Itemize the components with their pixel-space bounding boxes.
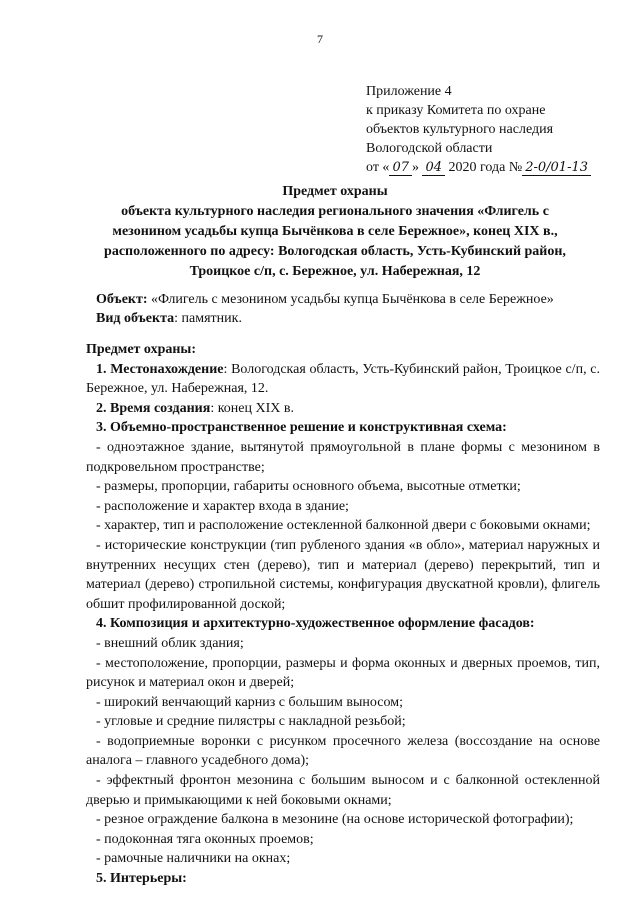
annex-line: Приложение 4 xyxy=(366,84,452,99)
annex-line: объектов культурного наследия xyxy=(366,122,554,137)
section-3-item: - размеры, пропорции, габариты основного объема, высотные отметки; xyxy=(96,479,521,495)
title-line: Предмет охраны xyxy=(282,184,388,199)
title-line: мезонином усадьбы купца Бычёнкова в селе Бережное», конец XIX в., xyxy=(112,224,558,239)
section-4-item: - рамочные наличники на окнах; xyxy=(96,851,291,867)
section-1-label: 1. Местонахождение xyxy=(96,361,224,377)
section-4-item: - угловые и средние пилястры с накладной резьбой; xyxy=(96,714,406,730)
section-3-heading: 3. Объемно-пространственное решение и конструктивная схема: xyxy=(96,420,507,436)
handwritten-month: 04 xyxy=(422,160,445,176)
section-4-item: - внешний облик здания; xyxy=(96,635,244,651)
date-mid: » xyxy=(411,160,419,175)
annex-line: к приказу Комитета по охране xyxy=(366,103,546,118)
handwritten-order-number: 2-0/01-13 xyxy=(522,160,591,176)
section-1 xyxy=(86,360,600,399)
document-title xyxy=(70,182,600,282)
annex-line: Вологодской области xyxy=(366,141,493,156)
page-number: 7 xyxy=(317,32,323,46)
object-type-line xyxy=(96,309,616,328)
date-prefix: от « xyxy=(366,160,390,175)
section-3-item: - характер, тип и расположение остекленной балконной двери с боковыми окнами; xyxy=(96,518,591,534)
handwritten-day: 07 xyxy=(389,160,412,176)
section-4-heading: 4. Композиция и архитектурно-художественное оформление фасадов: xyxy=(96,616,535,632)
annex-date-line xyxy=(366,158,636,177)
section-4-item: - водоприемные воронки с рисунком просечного железа (воссоздание на основе аналога – главного усадебного дома); xyxy=(86,733,600,769)
year-text: 2020 года № xyxy=(448,160,523,175)
section-2-text: : конец XIX в. xyxy=(210,400,294,416)
object-value: «Флигель с мезонином усадьбы купца Бычёнкова в селе Бережное» xyxy=(147,292,554,307)
object-block xyxy=(96,290,616,328)
title-line: Троицкое с/п, с. Бережное, ул. Набережная, 12 xyxy=(189,264,481,279)
annex-block xyxy=(366,82,636,177)
section-1-text: : Вологодская область, Усть-Кубинский район, Троицкое с/п, с. Бережное, ул. Набережная, 12. xyxy=(86,361,600,397)
object-label: Объект: xyxy=(96,292,148,307)
section-3-item: - расположение и характер входа в здание; xyxy=(96,498,349,514)
section-3-item: - исторические конструкции (тип рубленого здания «в обло», материал наружных и внутренних несущих стен (дерево), тип и материал (дерево) перекрытий, тип и материал (дерево) стропильной системы, конфигурация двускатной кровли), флигель обшит профилированной доской; xyxy=(86,537,600,612)
section-4-item: - подоконная тяга оконных проемов; xyxy=(96,831,314,847)
title-line: объекта культурного наследия регионального значения «Флигель с xyxy=(121,204,549,219)
section-4-item: - резное ограждение балкона в мезонине (на основе исторической фотографии); xyxy=(96,812,574,828)
section-2 xyxy=(86,399,600,419)
object-type-label: Вид объекта xyxy=(96,311,175,326)
section-4-item: - широкий венчающий карниз с большим выносом; xyxy=(96,694,403,710)
title-line: расположенного по адресу: Вологодская область, Усть-Кубинский район, xyxy=(104,244,566,259)
section-4-item: - местоположение, пропорции, размеры и форма оконных и дверных проемов, тип, рисунок и материал окон и дверей; xyxy=(86,655,600,691)
section-5-heading: 5. Интерьеры: xyxy=(96,871,187,887)
section-2-label: 2. Время создания xyxy=(96,400,211,416)
section-3-item: - одноэтажное здание, вытянутой прямоугольной в плане формы с мезонином в подкровельном пространстве; xyxy=(86,439,600,475)
subject-heading: Предмет охраны: xyxy=(86,342,197,357)
subject-body xyxy=(86,340,600,889)
object-line xyxy=(96,290,616,309)
section-4-item: - эффектный фронтон мезонина с большим выносом и с балконной остекленной дверью и примыкающими к ней боковыми окнами; xyxy=(86,773,600,808)
object-type-value: : памятник. xyxy=(174,311,242,326)
